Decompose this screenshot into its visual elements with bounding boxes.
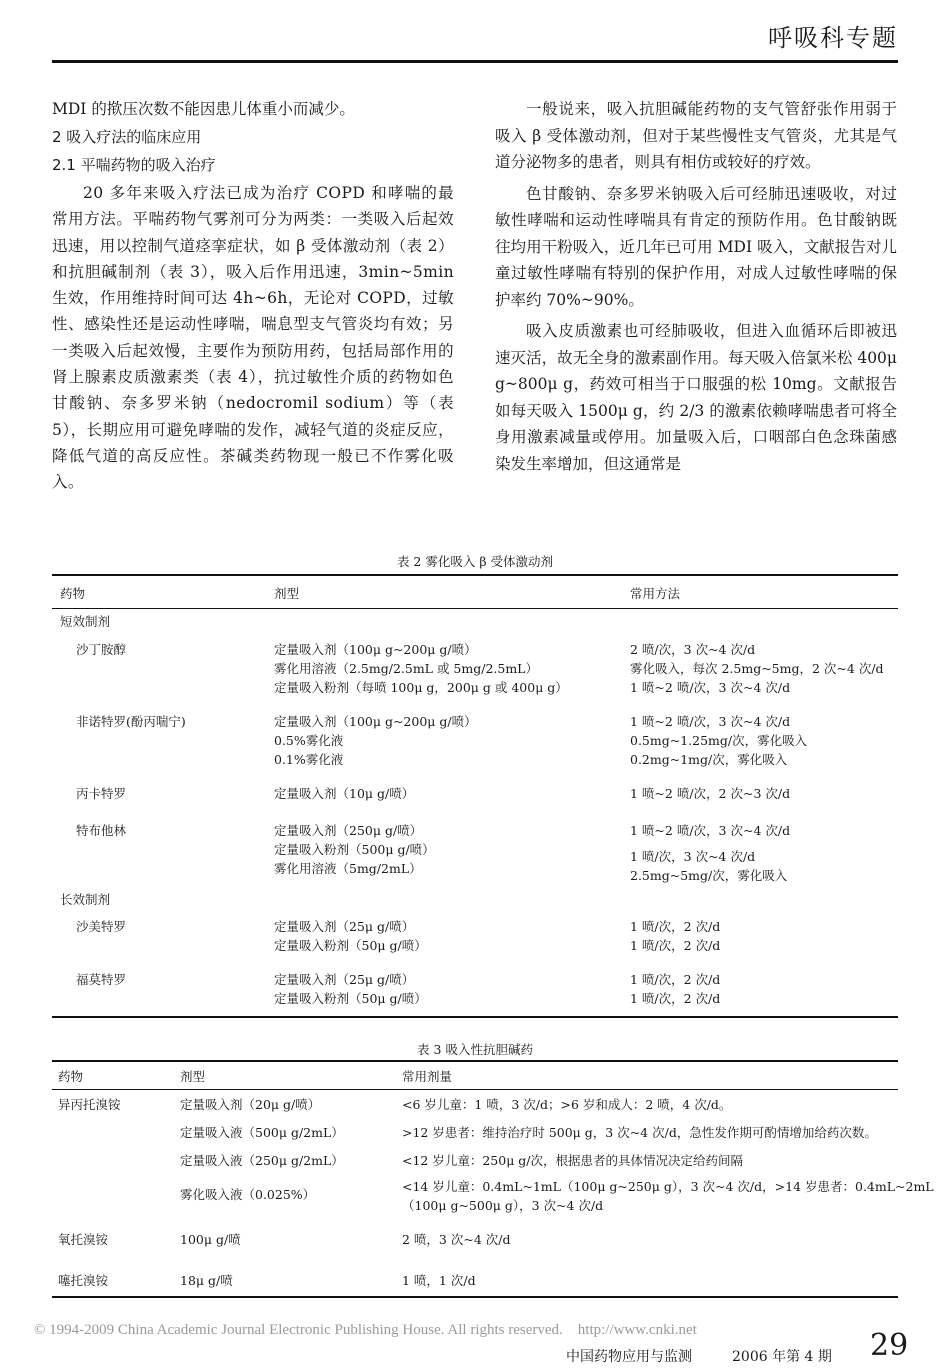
- drug-name: 噻托溴铵: [58, 1273, 109, 1288]
- table-header: 剂型: [274, 586, 300, 601]
- drug-name: 沙丁胺醇: [76, 642, 127, 657]
- form: 定量吸入粉剂（每喷 100μ g，200μ g 或 400μ g）: [274, 680, 568, 695]
- dose: 2 喷，3 次~4 次/d: [402, 1232, 511, 1247]
- form: 定量吸入粉剂（50μ g/喷）: [274, 991, 427, 1006]
- method: 0.5mg~1.25mg/次，雾化吸入: [630, 733, 808, 748]
- table-rule: [52, 1296, 898, 1298]
- form: 定量吸入剂（10μ g/喷）: [274, 786, 415, 801]
- table3-caption: 表 3 吸入性抗胆碱药: [417, 1042, 533, 1057]
- form: 定量吸入液（250μ g/2mL）: [180, 1153, 344, 1168]
- method: 2 喷/次，3 次~4 次/d: [630, 642, 756, 657]
- drug-name: 沙美特罗: [76, 919, 127, 934]
- paragraph: 色甘酸钠、奈多罗米钠吸入后可经肺迅速吸收，对过敏性哮喘和运动性哮喘具有肯定的预防作用。色甘酸钠既往均用干粉吸入，近几年已可用 MDI 吸入，文献报告对儿童过敏性哮喘有特别的保护作用，对成人过敏性哮喘的保护率约 70%~90%。: [495, 184, 897, 309]
- header-rule: [52, 60, 898, 63]
- dose: <6 岁儿童：1 喷，3 次/d；>6 岁和成人：2 喷，4 次/d。: [402, 1097, 732, 1112]
- form: 定量吸入剂（250μ g/喷）: [274, 823, 423, 838]
- group-label: 长效制剂: [60, 892, 111, 907]
- table-header: 药物: [60, 586, 86, 601]
- table-header: 药物: [58, 1069, 84, 1084]
- form: 定量吸入液（500μ g/2mL）: [180, 1125, 344, 1140]
- paragraph: MDI 的揿压次数不能因患儿体重小而减少。: [52, 100, 355, 118]
- form: 定量吸入粉剂（500μ g/喷）: [274, 842, 435, 857]
- drug-name: 氧托溴铵: [58, 1232, 109, 1247]
- form: 定量吸入粉剂（50μ g/喷）: [274, 938, 427, 953]
- dose: >12 岁患者：维持治疗时 500μ g，3 次~4 次/d，急性发作期可酌情增加给药次数。: [402, 1125, 877, 1140]
- journal-name: 中国药物应用与监测: [566, 1349, 692, 1365]
- method: 1 喷~2 喷/次，3 次~4 次/d: [630, 680, 791, 695]
- drug-name: 非诺特罗(酚丙喘宁): [76, 714, 186, 729]
- form: 0.5%雾化液: [274, 733, 344, 748]
- paragraph: 吸入皮质激素也可经肺吸收，但进入血循环后即被迅速灭活，故无全身的激素副作用。每天吸入倍氯米松 400μ g~800μ g，药效可相当于口服强的松 10mg。文献报告如每天吸入 1500μ g，约 2/3 的激素依赖哮喘患者可将全身用激素减量或停用。加量吸入后，口咽部白色念珠菌感染发生率增加，但这通常是: [495, 322, 897, 473]
- method: 2.5mg~5mg/次，雾化吸入: [630, 868, 788, 883]
- drug-name: 丙卡特罗: [76, 786, 127, 801]
- paragraph: 一般说来，吸入抗胆碱能药物的支气管舒张作用弱于吸入 β 受体激动剂，但对于某些慢性支气管炎，尤其是气道分泌物多的患者，则具有相仿或较好的疗效。: [495, 100, 897, 171]
- method: 1 喷/次，2 次/d: [630, 991, 721, 1006]
- table-header: 剂型: [180, 1069, 206, 1084]
- section-heading: 2 吸入疗法的临床应用: [52, 128, 202, 146]
- table2: [52, 574, 898, 1020]
- table2-caption: 表 2 雾化吸入 β 受体激动剂: [396, 554, 554, 569]
- method: 雾化吸入，每次 2.5mg~5mg，2 次~4 次/d: [630, 661, 884, 676]
- method: 1 喷/次，2 次/d: [630, 919, 721, 934]
- table-rule: [52, 1016, 898, 1018]
- table-rule: [52, 1089, 898, 1090]
- form: 定量吸入剂（100μ g~200μ g/喷）: [274, 714, 477, 729]
- drug-name: 福莫特罗: [76, 972, 127, 987]
- dose: （100μ g~500μ g），3 次~4 次/d: [402, 1198, 604, 1213]
- left-column: [52, 96, 454, 496]
- method: 0.2mg~1mg/次，雾化吸入: [630, 752, 788, 767]
- drug-name: 特布他林: [76, 823, 127, 838]
- page-number: 29: [870, 1328, 909, 1363]
- form: 雾化用溶液（5mg/2mL）: [274, 861, 422, 876]
- method: 1 喷~2 喷/次，3 次~4 次/d: [630, 823, 791, 838]
- form: 0.1%雾化液: [274, 752, 344, 767]
- method: 1 喷/次，3 次~4 次/d: [630, 849, 756, 864]
- method: 1 喷/次，2 次/d: [630, 972, 721, 987]
- table3: [52, 1060, 934, 1300]
- method: 1 喷/次，2 次/d: [630, 938, 721, 953]
- form: 定量吸入剂（25μ g/喷）: [274, 919, 415, 934]
- form: 定量吸入剂（100μ g~200μ g/喷）: [274, 642, 477, 657]
- dose: <14 岁儿童：0.4mL~1mL（100μ g~250μ g），3 次~4 次/d，>14 岁患者：0.4mL~2mL: [402, 1179, 934, 1194]
- form: 雾化用溶液（2.5mg/2.5mL 或 5mg/2.5mL）: [274, 661, 538, 676]
- paragraph: 20 多年来吸入疗法已成为治疗 COPD 和哮喘的最常用方法。平喘药物气雾剂可分为两类：一类吸入后起效迅速，用以控制气道痉挛症状，如 β 受体激动剂（表 2）和抗胆碱制剂（表 3），吸入后作用迅速，3min~5min 生效，作用维持时间可达 4h~6h，无论对 COPD，过敏性、感染性还是运动性哮喘，喘息型支气管炎均有效；另一类吸入后起效慢，主要作为预防用药，包括局部作用的肾上腺素皮质激素类（表 4），抗过敏性介质的药物如色甘酸钠、奈多罗米钠（nedocromil sodium）等（表 5），长期应用可避免哮喘的发作，减轻气道的炎症反应，降低气道的高反应性。茶碱类药物现一般已不作雾化吸入。: [52, 184, 454, 492]
- copyright-watermark: © 1994-2009 China Academic Journal Electronic Publishing House. All rights reserved. http://www.cnki.net: [34, 1322, 697, 1338]
- dose: 1 喷，1 次/d: [402, 1273, 476, 1288]
- journal-issue: 2006 年第 4 期: [732, 1349, 832, 1365]
- table-rule: [52, 574, 898, 576]
- table-rule: [52, 608, 898, 609]
- table-header: 常用剂量: [402, 1069, 453, 1084]
- method: 1 喷~2 喷/次，2 次~3 次/d: [630, 786, 791, 801]
- section-title: 呼吸科专题: [768, 24, 898, 52]
- form: 雾化吸入液（0.025%）: [180, 1187, 316, 1202]
- form: 18μ g/喷: [180, 1273, 233, 1288]
- table-rule: [52, 1060, 898, 1062]
- form: 100μ g/喷: [180, 1232, 241, 1247]
- subsection-heading: 2.1 平喘药物的吸入治疗: [52, 156, 216, 174]
- table-header: 常用方法: [630, 586, 681, 601]
- form: 定量吸入剂（20μ g/喷）: [180, 1097, 321, 1112]
- dose: <12 岁儿童：250μ g/次，根据患者的具体情况决定给药间隔: [402, 1153, 744, 1168]
- form: 定量吸入剂（25μ g/喷）: [274, 972, 415, 987]
- method: 1 喷~2 喷/次，3 次~4 次/d: [630, 714, 791, 729]
- drug-name: 异丙托溴铵: [58, 1097, 121, 1112]
- right-column: [495, 96, 897, 477]
- group-label: 短效制剂: [60, 614, 111, 629]
